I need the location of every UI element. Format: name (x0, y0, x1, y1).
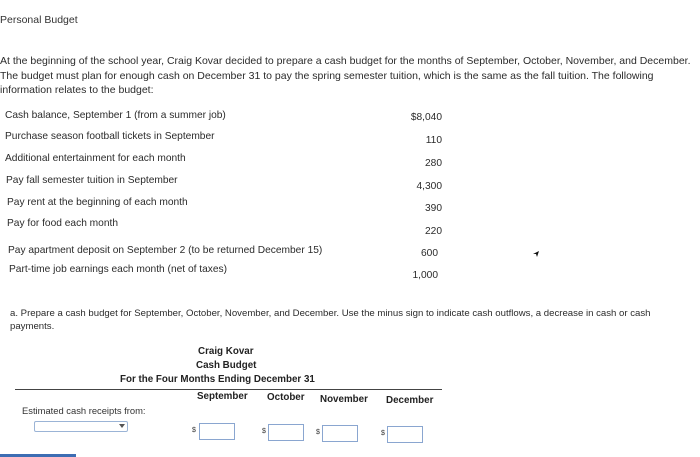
budget-period: For the Four Months Ending December 31 (120, 374, 315, 385)
question-text: a. Prepare a cash budget for September, October, November, and December. Use the minus sign to indicate cash outflows, a decrease in cash or cash payments. (10, 308, 651, 332)
currency-symbol: $ (192, 427, 196, 434)
currency-symbol: $ (381, 430, 385, 437)
budget-item-label: Additional entertainment for each month (5, 153, 186, 164)
budget-owner-name: Craig Kovar (198, 346, 254, 357)
budget-item-label: Part-time job earnings each month (net of taxes) (9, 264, 228, 275)
column-header-november: November (320, 394, 368, 405)
mouse-pointer-icon (531, 249, 541, 262)
budget-item-value: 390 (425, 203, 442, 214)
currency-symbol: $ (262, 428, 266, 435)
november-receipt-input[interactable] (322, 425, 358, 442)
budget-item-value: 220 (425, 226, 442, 237)
december-receipt-input[interactable] (387, 426, 423, 443)
budget-item-value: 4,300 (416, 181, 442, 192)
budget-item-value: 280 (425, 158, 442, 169)
budget-item-label: Pay fall semester tuition in September (6, 175, 178, 186)
budget-item-value: 110 (425, 135, 442, 146)
column-header-september: September (197, 391, 248, 402)
column-header-october: October (267, 392, 305, 403)
september-receipt-input[interactable] (199, 423, 235, 440)
budget-item-label: Pay rent at the beginning of each month (7, 197, 188, 208)
october-receipt-input[interactable] (268, 424, 304, 441)
budget-item-value: 600 (421, 248, 438, 259)
problem-intro: At the beginning of the school year, Craig Kovar decided to prepare a cash budget for the months of September, October, November, and December. The budget must plan for enough cash on December 31 to pay the spring semester tuition, which is the same as the fall tuition. The following information relates to the budget: (0, 55, 691, 96)
receipt-source-dropdown[interactable] (34, 421, 128, 432)
table-divider (15, 389, 442, 390)
budget-item-value: 1,000 (412, 270, 438, 281)
budget-item-label: Purchase season football tickets in September (5, 131, 215, 142)
currency-symbol: $ (316, 429, 320, 436)
budget-item-label: Pay for food each month (7, 218, 118, 229)
chevron-down-icon (119, 424, 125, 428)
receipts-label: Estimated cash receipts from: (22, 405, 146, 416)
budget-subtitle: Cash Budget (196, 360, 257, 371)
budget-item-label: Pay apartment deposit on September 2 (to be returned December 15) (8, 245, 323, 256)
page-title: Personal Budget (0, 14, 78, 26)
column-header-december: December (386, 395, 434, 406)
budget-item-label: Cash balance, September 1 (from a summer job) (5, 110, 226, 121)
budget-item-value: $8,040 (410, 112, 442, 123)
